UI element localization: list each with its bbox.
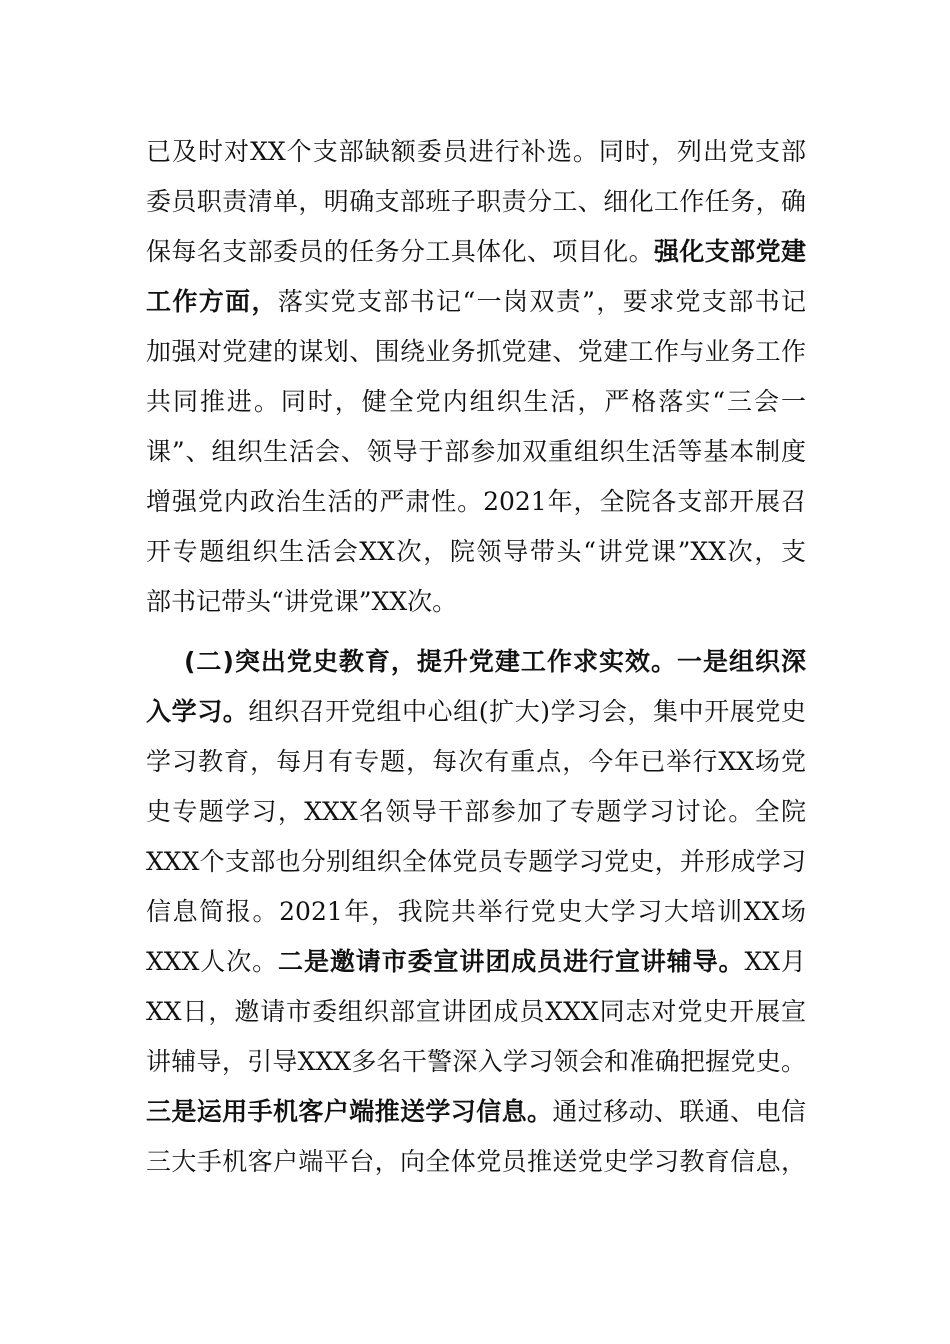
body-line: 增强党内政治生活的严肃性。2021年，全院各支部开展召 (146, 487, 806, 516)
body-line: 三大手机客户端平台，向全体党员推送党史学习教育信息， (146, 1147, 806, 1176)
body-line (146, 227, 806, 277)
bold-heading-text: 二是邀请市委宣讲团成员进行宣讲辅导。 (278, 947, 745, 976)
body-line: 部书记带头“讲党课”XX次。 (146, 587, 458, 616)
body-line: 讲辅导，引导XXX多名干警深入学习领会和准确把握党史。 (146, 1047, 806, 1076)
body-line: 委员职责清单，明确支部班子职责分工、细化工作任务，确 (146, 187, 806, 216)
body-text: 落实党支部书记“一岗双责”，要求党支部书记 (277, 287, 806, 316)
bold-heading-text: 工作方面， (146, 287, 278, 316)
body-text: 保每名支部委员的任务分工具体化、项目化。 (146, 237, 654, 266)
body-line: 共同推进。同时，健全党内组织生活，严格落实“三会一 (146, 387, 806, 416)
body-line: 已及时对XX个支部缺额委员进行补选。同时，列出党支部 (146, 137, 806, 166)
body-line: 课”、组织生活会、领导于部参加双重组织生活等基本制度 (146, 437, 806, 466)
body-line: 加强对党建的谋划、围绕业务抓党建、党建工作与业务工作 (146, 337, 806, 366)
body-text: XX月 (744, 947, 806, 976)
body-line: XX日，邀请市委组织部宣讲团成员XXX同志对党史开展宣 (146, 997, 806, 1026)
body-text: 组织召开党组中心组(扩大)学习会，集中开展党史 (248, 697, 806, 726)
body-line: 史专题学习，XXX名领导干部参加了专题学习讨论。全院 (146, 797, 806, 826)
body-line (146, 277, 806, 327)
body-line (146, 937, 806, 987)
body-line: 信息简报。2021年，我院共举行党史大学习大培训XX场 (146, 897, 806, 926)
bold-heading-text: 强化支部党建 (653, 237, 806, 266)
body-line (146, 687, 806, 737)
section-heading-line: (二)突出党史教育，提升党建工作求实效。一是组织深 (184, 647, 806, 676)
body-line: 学习教育，每月有专题，每次有重点，今年已举行XX场党 (146, 747, 806, 776)
body-line: XXX个支部也分别组织全体党员专题学习党史，并形成学习 (146, 847, 806, 876)
bold-heading-text: 入学习。 (146, 697, 249, 726)
bold-heading-text: 三是运用手机客户端推送学习信息。 (146, 1097, 553, 1126)
body-line: 开专题组织生活会XX次，院领导带头“讲党课”XX次，支 (146, 537, 806, 566)
body-text: XXX人次。 (146, 947, 279, 976)
body-line (146, 1087, 806, 1137)
body-text: 通过移动、联通、电信 (552, 1097, 806, 1126)
